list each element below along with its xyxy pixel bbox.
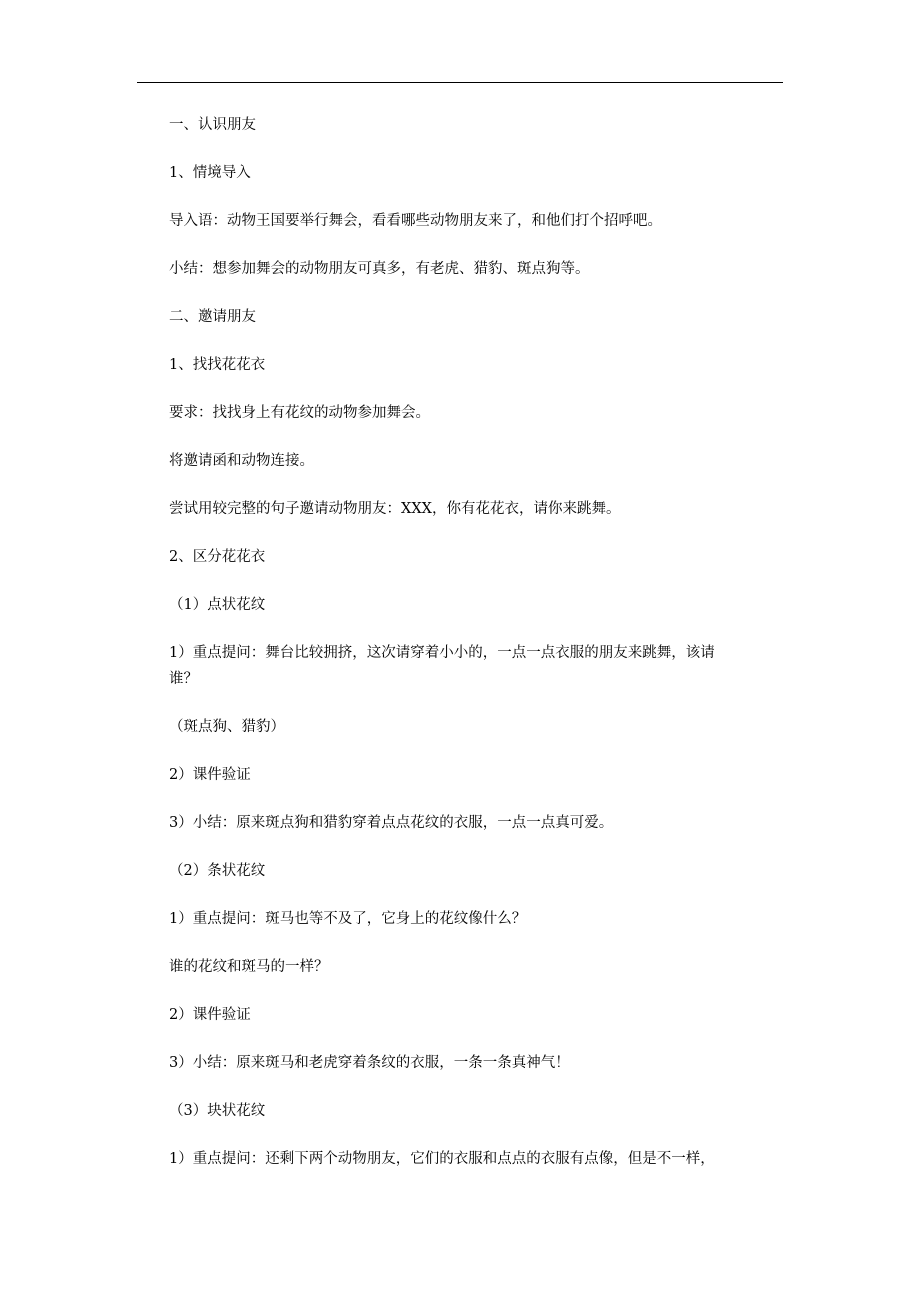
paragraph: 要求：找找身上有花纹的动物参加舞会。 xyxy=(169,405,430,421)
subsection-heading: 1、找找花花衣 xyxy=(169,357,266,373)
paragraph: 1）重点提问：斑马也等不及了，它身上的花纹像什么？ xyxy=(169,911,527,927)
document-body xyxy=(169,112,789,1172)
paragraph: 2）课件验证 xyxy=(169,767,251,783)
paragraph: 谁的花纹和斑马的一样？ xyxy=(169,959,329,975)
section-heading-1: 一、认识朋友 xyxy=(169,117,256,133)
paragraph: 3）小结：原来斑马和老虎穿着条纹的衣服，一条一条真神气！ xyxy=(169,1055,570,1071)
paragraph: 尝试用较完整的句子邀请动物朋友：XXX，你有花花衣，请你来跳舞。 xyxy=(169,501,621,517)
paragraph: 1）重点提问：还剩下两个动物朋友，它们的衣服和点点的衣服有点像，但是不一样， xyxy=(169,1151,715,1167)
paragraph: 小结：想参加舞会的动物朋友可真多，有老虎、猎豹、斑点狗等。 xyxy=(169,261,590,277)
paragraph: 导入语：动物王国要举行舞会，看看哪些动物朋友来了，和他们打个招呼吧。 xyxy=(169,213,662,229)
paragraph: 2）课件验证 xyxy=(169,1007,251,1023)
item-heading: （3）块状花纹 xyxy=(169,1103,266,1119)
paragraph: 将邀请函和动物连接。 xyxy=(169,453,314,469)
paragraph: （斑点狗、猎豹） xyxy=(169,719,285,735)
paragraph: 1）重点提问：舞台比较拥挤，这次请穿着小小的，一点一点衣服的朋友来跳舞，该请 xyxy=(169,645,715,661)
subsection-heading: 1、情境导入 xyxy=(169,165,251,181)
subsection-heading: 2、区分花花衣 xyxy=(169,549,266,565)
item-heading: （2）条状花纹 xyxy=(169,863,266,879)
paragraph: 3）小结：原来斑点狗和猎豹穿着点点花纹的衣服，一点一点真可爱。 xyxy=(169,815,614,831)
section-heading-2: 二、邀请朋友 xyxy=(169,309,256,325)
item-heading: （1）点状花纹 xyxy=(169,597,266,613)
header-rule xyxy=(137,82,783,83)
paragraph-continuation: 谁？ xyxy=(169,671,198,687)
